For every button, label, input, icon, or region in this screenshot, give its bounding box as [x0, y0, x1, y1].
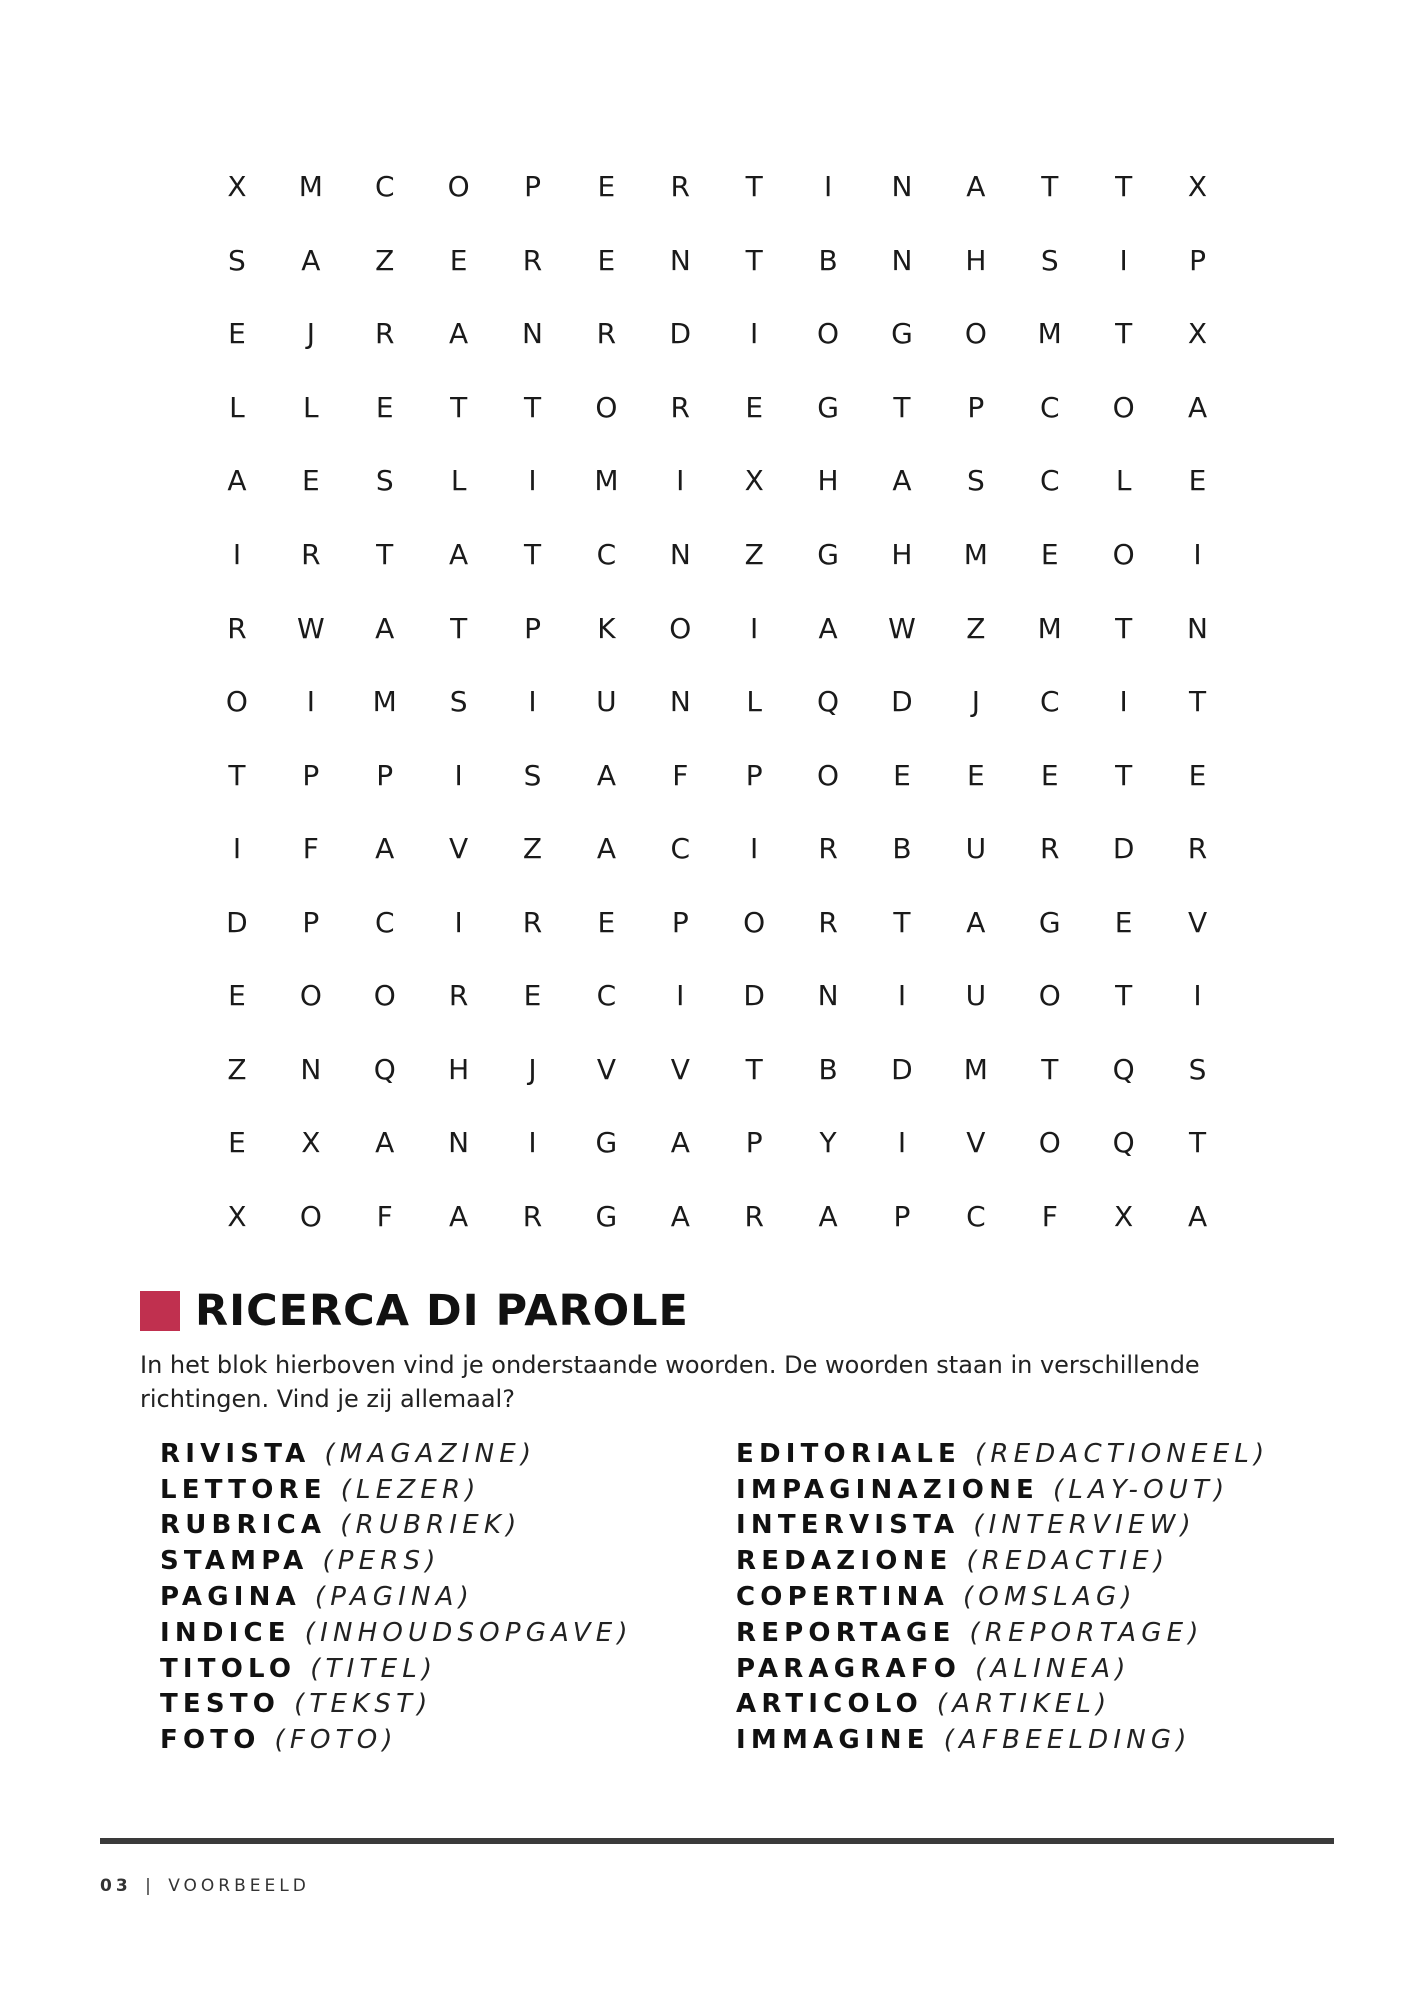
grid-letter: M — [1037, 611, 1062, 645]
word-entry — [736, 1472, 1269, 1508]
word-entry — [160, 1579, 633, 1615]
grid-letter: O — [1112, 390, 1135, 424]
grid-letter: N — [669, 685, 691, 719]
grid-letter: O — [1038, 1126, 1061, 1160]
word-list-left — [160, 1436, 633, 1758]
word-translation: (LAY-OUT) — [1052, 1474, 1230, 1505]
word-entry — [736, 1579, 1269, 1615]
section-title: RICERCA DI PAROLE — [195, 1286, 689, 1336]
grid-letter: M — [594, 464, 619, 498]
grid-letter: A — [966, 905, 986, 939]
grid-letter: I — [676, 979, 685, 1013]
grid-letter: Q — [1112, 1052, 1135, 1086]
grid-letter: O — [225, 685, 248, 719]
grid-letter: S — [449, 685, 468, 719]
grid-letter: W — [296, 611, 325, 645]
grid-letter: E — [597, 170, 616, 204]
word-italian: PARAGRAFO — [736, 1653, 962, 1684]
word-italian: RUBRICA — [160, 1510, 327, 1541]
grid-letter: A — [375, 832, 395, 866]
word-italian: COPERTINA — [736, 1582, 949, 1613]
grid-letter: I — [750, 832, 759, 866]
grid-letter: O — [1112, 538, 1135, 571]
word-italian: STAMPA — [160, 1546, 309, 1577]
grid-letter: W — [888, 611, 916, 645]
grid-letter: A — [375, 1126, 395, 1160]
grid-letter: I — [1193, 538, 1202, 571]
grid-letter: V — [449, 832, 469, 866]
word-italian: INDICE — [160, 1617, 291, 1648]
grid-letter: R — [227, 611, 247, 645]
grid-letter: E — [228, 317, 246, 351]
word-translation: (REPORTAGE) — [969, 1617, 1204, 1648]
grid-letter: I — [750, 611, 759, 645]
grid-letter: I — [750, 317, 759, 351]
grid-letter: Z — [522, 832, 543, 866]
word-translation: (LEZER) — [340, 1474, 481, 1505]
grid-letter: S — [375, 464, 394, 498]
grid-letter: I — [528, 685, 537, 719]
word-list-right — [736, 1436, 1269, 1758]
grid-letter: R — [448, 979, 469, 1013]
grid-letter: X — [744, 464, 764, 498]
grid-letter: S — [1188, 1052, 1207, 1086]
grid-letter: I — [897, 1126, 907, 1160]
word-entry — [736, 1508, 1269, 1544]
section-heading — [140, 1286, 689, 1336]
accent-square-icon — [140, 1291, 180, 1331]
word-italian: LETTORE — [160, 1474, 327, 1505]
grid-letter: D — [1112, 832, 1135, 866]
grid-letter: H — [891, 538, 913, 571]
grid-letter: R — [818, 832, 838, 866]
word-translation: (PERS) — [322, 1546, 441, 1577]
grid-letter: Z — [375, 243, 395, 277]
grid-letter: T — [523, 538, 542, 571]
grid-letter: T — [1041, 1052, 1059, 1086]
grid-letter: T — [745, 170, 763, 204]
grid-letter: E — [1040, 538, 1059, 571]
grid-letter: E — [1188, 758, 1207, 792]
grid-letter: R — [818, 905, 838, 939]
grid-letter: T — [1115, 317, 1133, 351]
grid-letter: P — [745, 1126, 763, 1160]
grid-letter: H — [448, 1052, 470, 1086]
grid-letter: G — [1038, 905, 1061, 939]
grid-letter: C — [1039, 390, 1060, 424]
grid-letter: F — [672, 758, 689, 792]
grid-letter: U — [965, 979, 987, 1013]
grid-letter: K — [597, 611, 616, 645]
word-italian: PAGINA — [160, 1582, 301, 1613]
grid-letter: T — [745, 1052, 763, 1086]
word-italian: EDITORIALE — [736, 1438, 961, 1469]
grid-letter: F — [376, 1199, 393, 1233]
grid-letter: U — [965, 832, 987, 866]
grid-letter: T — [1115, 758, 1133, 792]
grid-letter: E — [1040, 758, 1059, 792]
grid-letter: T — [745, 243, 763, 277]
grid-letter: I — [232, 832, 242, 866]
grid-letter: X — [227, 170, 247, 204]
grid-letter: T — [1041, 170, 1059, 204]
grid-letter: E — [597, 243, 616, 277]
word-translation: (INTERVIEW) — [973, 1510, 1196, 1541]
word-translation: (RUBRIEK) — [340, 1510, 522, 1541]
grid-letter: D — [743, 979, 765, 1013]
word-translation: (MAGAZINE) — [324, 1438, 537, 1469]
grid-letter: Q — [1112, 1126, 1135, 1160]
grid-letter: L — [746, 685, 762, 719]
grid-letter: A — [596, 758, 616, 792]
grid-letter: V — [966, 1126, 986, 1160]
grid-letter: S — [1040, 243, 1059, 277]
word-entry — [736, 1543, 1269, 1579]
word-entry — [736, 1436, 1269, 1472]
word-translation: (INHOUDSOPGAVE) — [304, 1617, 633, 1648]
grid-letter: X — [301, 1126, 321, 1160]
grid-letter: N — [817, 979, 839, 1013]
word-translation: (PAGINA) — [314, 1582, 474, 1613]
grid-letter: I — [232, 538, 242, 571]
grid-letter: I — [528, 464, 537, 498]
grid-letter: Q — [817, 685, 840, 719]
grid-letter: P — [524, 611, 541, 645]
grid-letter: P — [745, 758, 763, 792]
grid-letter: O — [669, 611, 692, 645]
grid-letter: M — [298, 170, 323, 204]
grid-letter: I — [823, 170, 833, 204]
grid-letter: I — [306, 685, 315, 719]
grid-letter: J — [528, 1052, 537, 1086]
grid-letter: G — [891, 317, 913, 351]
grid-letter: A — [670, 1199, 690, 1233]
grid-letter: R — [1187, 832, 1208, 866]
word-entry — [736, 1722, 1269, 1758]
grid-letter: N — [1187, 611, 1208, 645]
word-italian: ARTICOLO — [736, 1689, 923, 1720]
grid-letter: R — [670, 390, 691, 424]
grid-letter: A — [301, 243, 321, 277]
grid-letter: T — [376, 538, 394, 571]
footer-label: VOORBEELD — [168, 1876, 310, 1896]
grid-letter: A — [1187, 390, 1208, 424]
grid-letter: Q — [373, 1052, 396, 1086]
grid-letter: Z — [744, 538, 764, 571]
word-italian: FOTO — [160, 1725, 261, 1756]
word-italian: RIVISTA — [160, 1438, 311, 1469]
grid-letter: H — [965, 243, 987, 277]
grid-letter: E — [449, 243, 468, 277]
grid-letter: C — [670, 832, 691, 866]
word-entry — [160, 1722, 633, 1758]
grid-letter: O — [299, 1199, 322, 1233]
grid-letter: M — [372, 685, 397, 719]
grid-letter: C — [374, 170, 395, 204]
grid-letter: O — [817, 317, 840, 351]
word-translation: (FOTO) — [274, 1725, 398, 1756]
word-translation: (ARTIKEL) — [936, 1689, 1112, 1720]
grid-letter: T — [893, 390, 911, 424]
grid-letter: A — [818, 1199, 838, 1233]
grid-letter: E — [1114, 905, 1133, 939]
grid-letter: X — [227, 1199, 247, 1233]
grid-letter: M — [963, 538, 988, 571]
grid-letter: X — [1114, 1199, 1134, 1233]
grid-letter: N — [891, 243, 913, 277]
word-translation: (OMSLAG) — [962, 1582, 1137, 1613]
grid-letter: D — [891, 1052, 913, 1086]
grid-letter: A — [227, 464, 247, 498]
grid-letter: T — [1115, 611, 1133, 645]
grid-letter: M — [1037, 317, 1062, 351]
grid-letter: A — [1187, 1199, 1208, 1233]
grid-letter: S — [966, 464, 985, 498]
grid-letter: P — [524, 170, 541, 204]
word-italian: REDAZIONE — [736, 1546, 953, 1577]
grid-letter: O — [595, 390, 618, 424]
grid-letter: F — [1041, 1199, 1058, 1233]
grid-letter: A — [966, 170, 986, 204]
word-entry — [160, 1436, 633, 1472]
grid-letter: R — [1040, 832, 1060, 866]
grid-letter: T — [1188, 1126, 1207, 1160]
grid-letter: J — [306, 317, 315, 351]
word-search-grid — [200, 150, 1214, 1253]
grid-letter: O — [817, 758, 840, 792]
grid-letter: T — [1115, 979, 1133, 1013]
word-italian: TITOLO — [160, 1653, 297, 1684]
grid-letter: O — [373, 979, 396, 1013]
grid-letter: A — [670, 1126, 690, 1160]
grid-letter: S — [228, 243, 246, 277]
word-entry — [736, 1651, 1269, 1687]
word-translation: (REDACTIONEEL) — [975, 1438, 1270, 1469]
page-number: 03 — [100, 1876, 132, 1896]
grid-letter: V — [670, 1052, 690, 1086]
grid-letter: S — [523, 758, 542, 792]
grid-letter: P — [893, 1199, 911, 1233]
grid-letter: N — [300, 1052, 322, 1086]
word-translation: (AFBEELDING) — [943, 1725, 1192, 1756]
word-italian: IMPAGINAZIONE — [736, 1474, 1039, 1505]
grid-letter: E — [301, 464, 320, 498]
grid-letter: B — [818, 1052, 838, 1086]
grid-letter: A — [449, 1199, 469, 1233]
grid-letter: E — [523, 979, 542, 1013]
grid-letter: E — [745, 390, 764, 424]
footer-separator: | — [145, 1876, 155, 1896]
grid-letter: T — [523, 390, 542, 424]
grid-letter: Z — [227, 1052, 247, 1086]
grid-letter: O — [299, 979, 322, 1013]
grid-letter: P — [302, 905, 320, 939]
grid-letter: A — [449, 317, 469, 351]
footer-divider — [100, 1838, 1334, 1844]
grid-letter: C — [1039, 464, 1060, 498]
grid-letter: M — [963, 1052, 988, 1086]
word-translation: (TITEL) — [310, 1653, 438, 1684]
grid-letter: R — [301, 538, 321, 571]
word-italian: TESTO — [160, 1689, 281, 1720]
grid-letter: B — [818, 243, 838, 277]
grid-letter: D — [226, 905, 248, 939]
grid-letter: N — [448, 1126, 470, 1160]
grid-letter: A — [375, 611, 395, 645]
grid-letter: G — [817, 538, 839, 571]
grid-letter: A — [892, 464, 912, 498]
grid-letter: A — [449, 538, 469, 571]
grid-letter: R — [522, 905, 543, 939]
grid-letter: D — [669, 317, 692, 351]
grid-letter: I — [1193, 979, 1202, 1013]
grid-letter: E — [597, 905, 616, 939]
grid-letter: O — [743, 905, 766, 939]
word-translation: (TEKST) — [294, 1689, 433, 1720]
grid-letter: V — [1187, 905, 1208, 939]
grid-letter: T — [893, 905, 911, 939]
grid-letter: L — [450, 464, 467, 498]
grid-letter: P — [671, 905, 689, 939]
grid-letter: J — [971, 685, 980, 719]
grid-letter: I — [528, 1126, 537, 1160]
grid-letter: L — [1115, 464, 1132, 498]
word-entry — [160, 1651, 633, 1687]
grid-letter: Z — [966, 611, 986, 645]
word-entry — [160, 1687, 633, 1723]
grid-letter: P — [376, 758, 394, 792]
grid-letter: X — [1187, 317, 1208, 351]
word-italian: IMMAGINE — [736, 1725, 930, 1756]
grid-letter: O — [447, 170, 470, 204]
grid-letter: I — [1119, 685, 1128, 719]
grid-letter: T — [1115, 170, 1133, 204]
grid-letter: R — [522, 243, 543, 277]
grid-letter: I — [454, 905, 463, 939]
word-translation: (ALINEA) — [975, 1653, 1131, 1684]
word-entry — [160, 1543, 633, 1579]
grid-letter: U — [596, 685, 617, 719]
grid-letter: I — [676, 464, 685, 498]
word-italian: REPORTAGE — [736, 1617, 956, 1648]
instructions-text: In het blok hierboven vind je onderstaande woorden. De woorden staan in verschillende richtingen. Vind je zij allemaal? — [140, 1351, 1200, 1413]
grid-letter: X — [1187, 170, 1208, 204]
grid-letter: E — [893, 758, 911, 792]
grid-letter: I — [897, 979, 907, 1013]
grid-letter: E — [375, 390, 394, 424]
grid-letter: N — [669, 538, 691, 571]
grid-letter: O — [1038, 979, 1061, 1013]
grid-letter: C — [596, 538, 617, 571]
grid-letter: T — [450, 390, 468, 424]
word-translation: (REDACTIE) — [966, 1546, 1170, 1577]
grid-letter: N — [522, 317, 543, 351]
grid-letter: C — [374, 905, 395, 939]
grid-letter: B — [892, 832, 912, 866]
grid-letter: O — [964, 317, 987, 351]
grid-letter: T — [1188, 685, 1207, 719]
grid-letter: R — [374, 317, 395, 351]
grid-letter: I — [1119, 243, 1128, 277]
word-italian: INTERVISTA — [736, 1510, 960, 1541]
grid-letter: L — [229, 390, 245, 424]
grid-letter: L — [303, 390, 319, 424]
word-entry — [736, 1615, 1269, 1651]
grid-letter: E — [1188, 464, 1207, 498]
grid-letter: P — [302, 758, 320, 792]
footer — [100, 1876, 310, 1896]
grid-letter: I — [454, 758, 463, 792]
grid-letter: G — [595, 1199, 618, 1233]
grid-letter: R — [522, 1199, 543, 1233]
grid-letter: G — [817, 390, 839, 424]
grid-letter: N — [669, 243, 691, 277]
grid-letter: F — [302, 832, 319, 866]
word-entry — [736, 1687, 1269, 1723]
word-entry — [160, 1615, 633, 1651]
grid-letter: G — [595, 1126, 618, 1160]
grid-letter: C — [596, 979, 617, 1013]
grid-letter: E — [228, 1126, 246, 1160]
grid-letter: A — [596, 832, 616, 866]
grid-letter: N — [891, 170, 913, 204]
grid-letter: R — [670, 170, 691, 204]
grid-letter: D — [891, 685, 913, 719]
grid-letter: R — [596, 317, 617, 351]
grid-letter: Y — [819, 1126, 837, 1160]
grid-letter: C — [966, 1199, 986, 1233]
grid-letter: T — [228, 758, 246, 792]
word-entry — [160, 1472, 633, 1508]
grid-letter: A — [818, 611, 838, 645]
grid-letter: P — [967, 390, 985, 424]
grid-letter: T — [450, 611, 468, 645]
grid-letter: E — [228, 979, 246, 1013]
grid-letter: E — [967, 758, 985, 792]
grid-letter: H — [817, 464, 839, 498]
word-entry — [160, 1508, 633, 1544]
grid-letter: V — [596, 1052, 616, 1086]
grid-letter: P — [1189, 243, 1206, 277]
grid-letter: R — [744, 1199, 764, 1233]
grid-letter: C — [1039, 685, 1060, 719]
